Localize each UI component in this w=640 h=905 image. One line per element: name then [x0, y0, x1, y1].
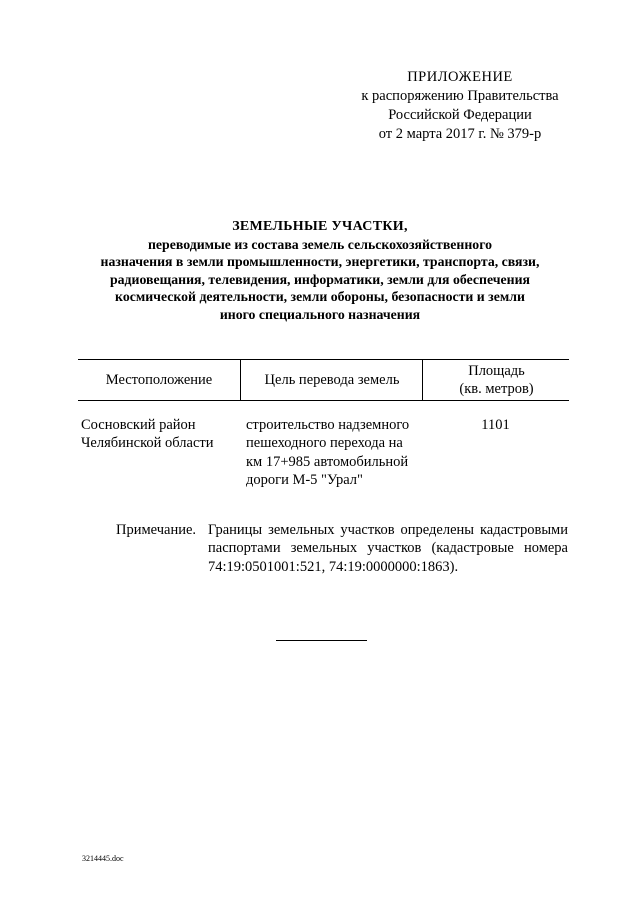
title-line: переводимые из состава земель сельскохозяйственного	[147, 236, 493, 252]
header-area: Площадь (кв. метров)	[422, 360, 570, 400]
land-plots-table	[78, 359, 569, 488]
title-main: ЗЕМЕЛЬНЫЕ УЧАСТКИ,	[232, 219, 408, 234]
header-purpose: Цель перевода земель	[240, 360, 423, 400]
cell-area: 1101	[481, 417, 510, 433]
note-label: Примечание.	[116, 522, 197, 538]
document-filename: 3214445.doc	[82, 854, 124, 863]
document-title	[60, 218, 580, 324]
cell-location: Сосновский район Челябинской области	[81, 417, 214, 452]
header-location: Местоположение	[105, 372, 213, 388]
cell-purpose: строительство надземного пешеходного перехода на км 17+985 автомобильной дороги М-5 "Урал"	[246, 417, 410, 488]
note-text: Границы земельных участков определены кадастровыми паспортами земельных участков (кадастровые номера 74:19:0501001:521, 74:19:0000000:1863).	[208, 522, 568, 575]
title-line: иного специального назначения	[219, 306, 421, 322]
appendix-block	[330, 68, 590, 144]
table-row	[78, 401, 569, 488]
appendix-line-1: к распоряжению Правительства	[361, 88, 559, 104]
title-line: назначения в земли промышленности, энергетики, транспорта, связи,	[100, 254, 540, 270]
table-header-row	[78, 359, 569, 401]
appendix-line-3: от 2 марта 2017 г. № 379-р	[378, 126, 542, 142]
appendix-line-2: Российской Федерации	[388, 107, 532, 123]
title-line: космической деятельности, земли обороны, безопасности и земли	[115, 289, 525, 305]
appendix-heading: ПРИЛОЖЕНИЕ	[407, 69, 513, 85]
closing-divider	[276, 640, 367, 641]
title-line: радиовещания, телевидения, информатики, земли для обеспечения	[109, 271, 530, 287]
